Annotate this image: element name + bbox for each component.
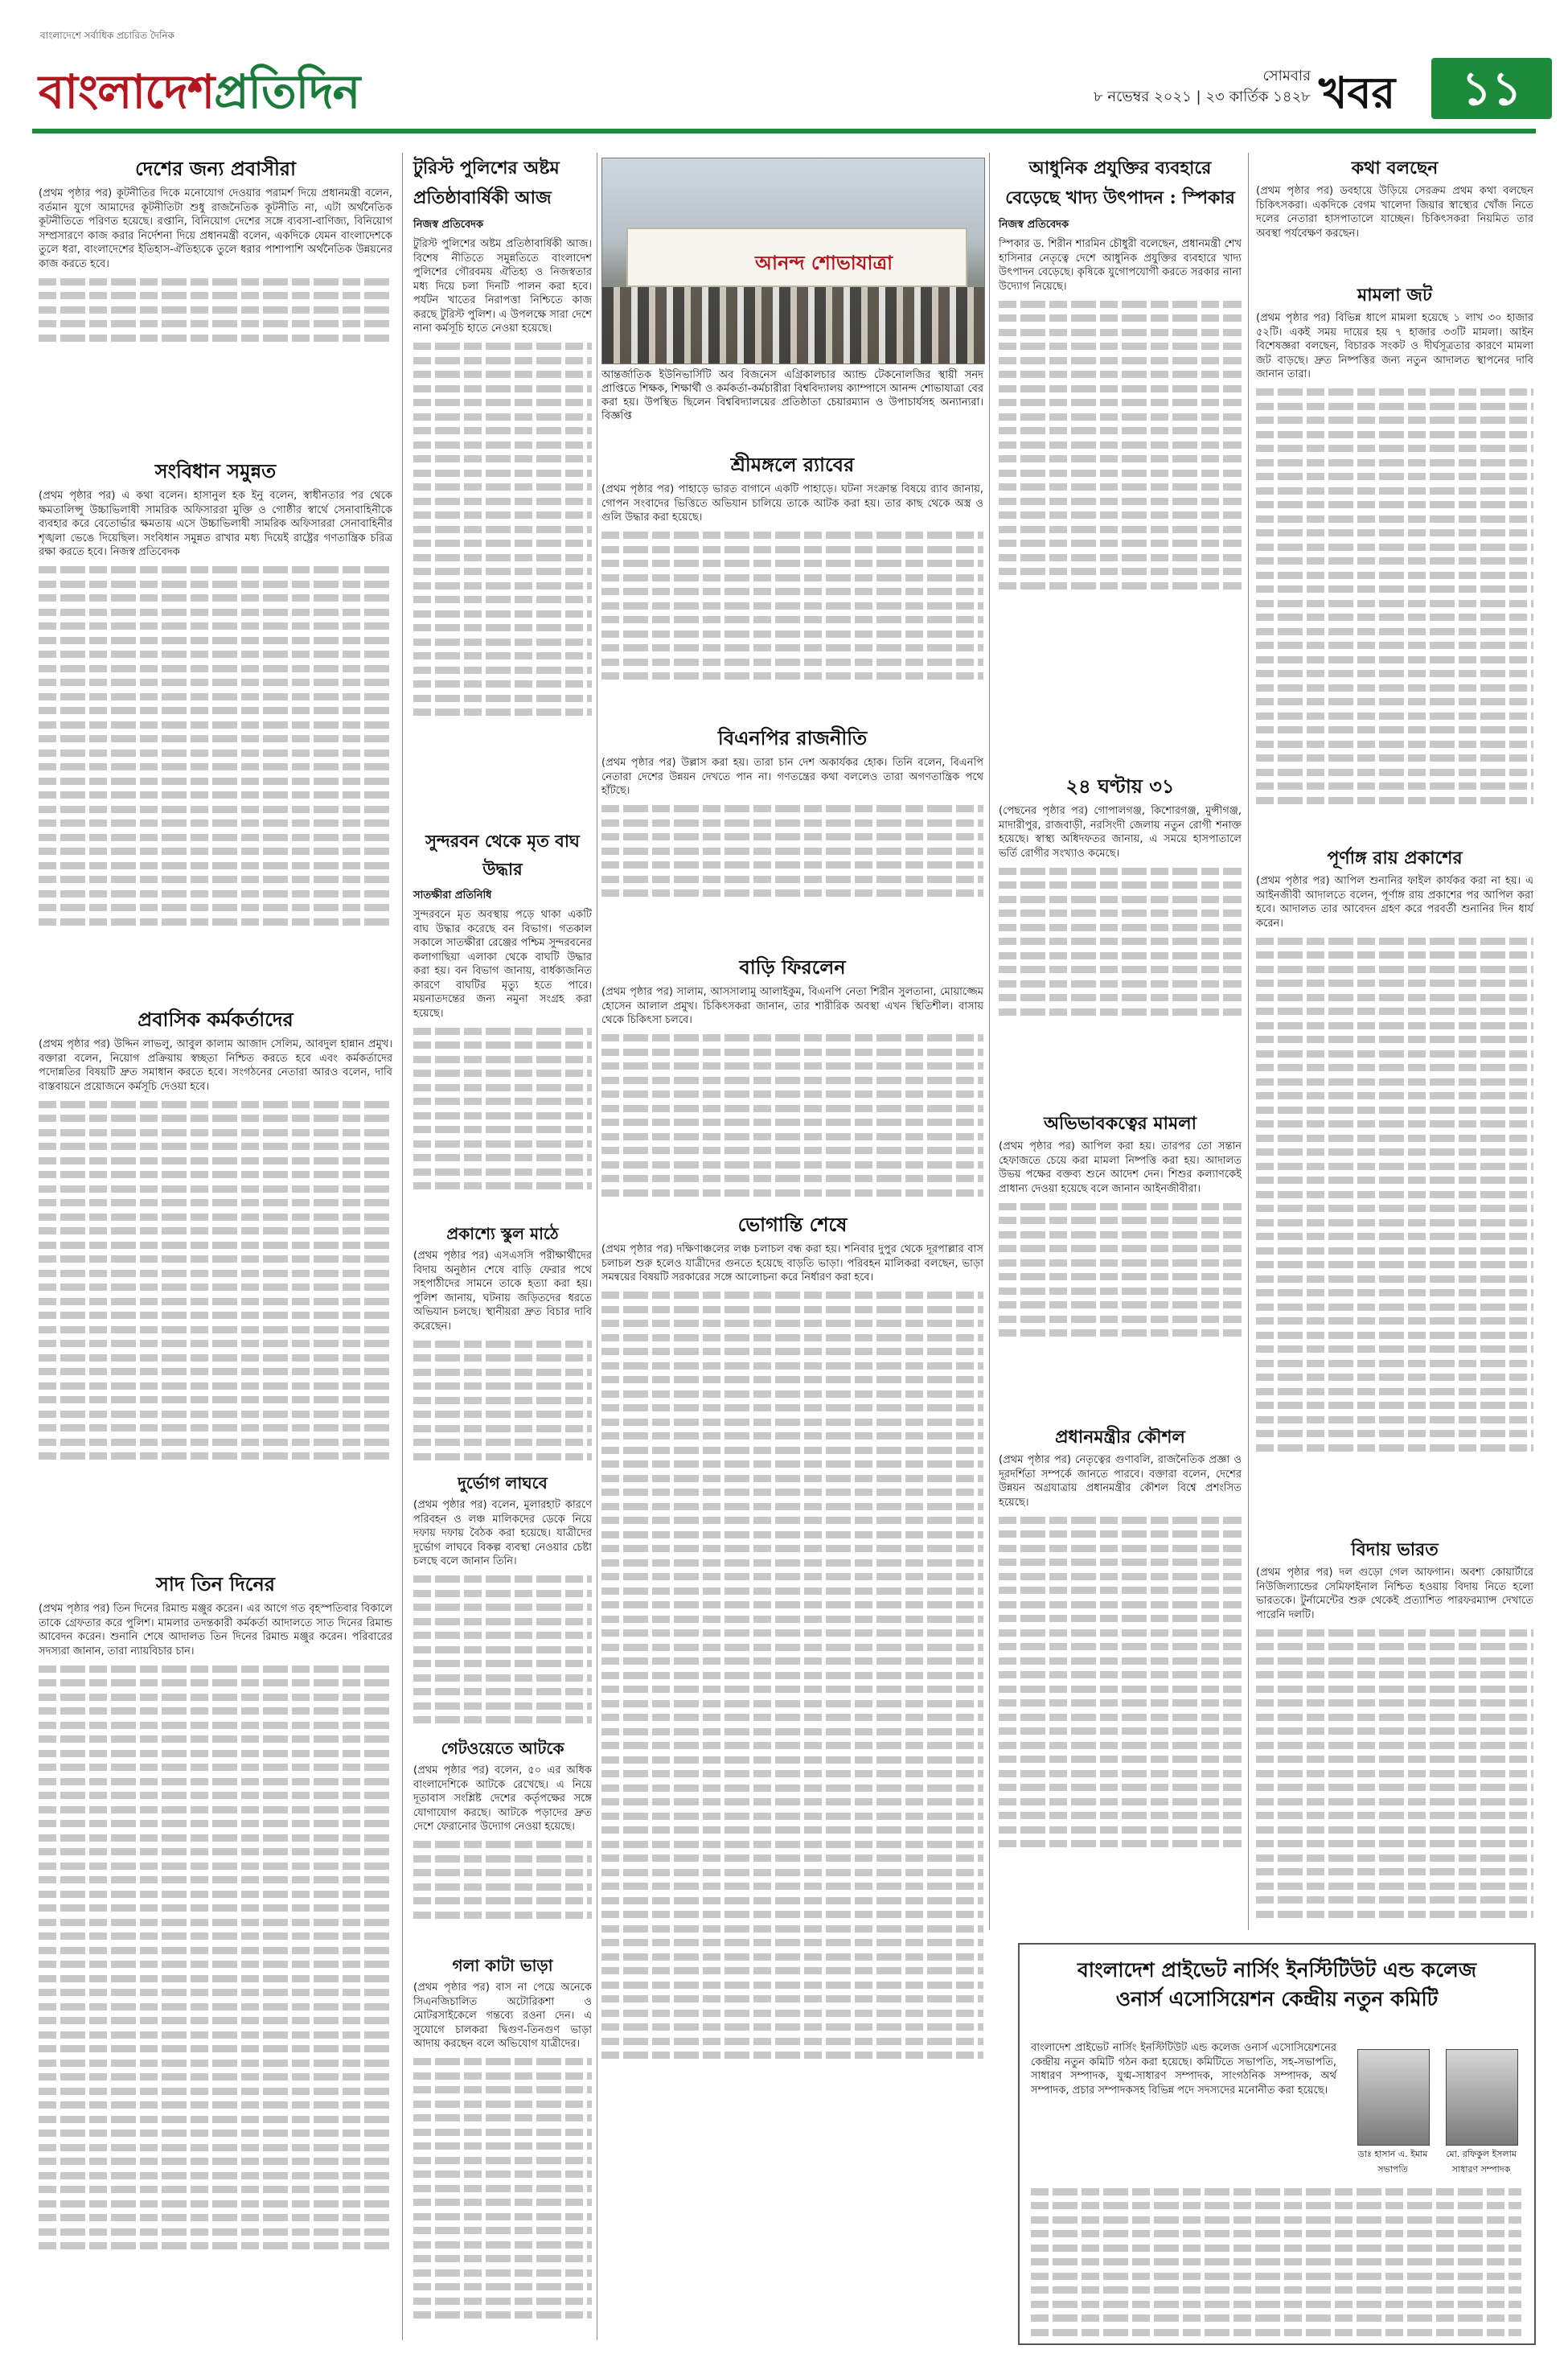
headline: বাড়ি ফিরলেন bbox=[739, 955, 846, 979]
headline: টুরিস্ট পুলিশের অষ্টম প্রতিষ্ঠাবার্ষিকী আজ bbox=[413, 158, 560, 208]
headline: বিএনপির রাজনীতি bbox=[717, 726, 868, 750]
headline: সুন্দরবন থেকে মৃত বাঘ উদ্ধার bbox=[425, 831, 580, 879]
article-continuation bbox=[601, 805, 983, 897]
headline: দেশের জন্য প্রবাসীরা bbox=[135, 157, 296, 180]
article-mamla-jot bbox=[1256, 281, 1533, 811]
news-photo bbox=[601, 158, 985, 364]
headline: অভিভাবকত্বের মামলা bbox=[1044, 1113, 1197, 1134]
article-body: (প্রথম পৃষ্ঠার পর) বলেন, ৫০ এর অধিক বাংলাদেশিকে আটকে রেখেছে। এ নিয়ে দূতাবাস সংশ্লিষ্ট দেশের কর্তৃপক্ষের সঙ্গে যোগাযোগ করছে। আটকে পড়াদের দ্রুত দেশে ফেরানোর উদ্যোগ নেওয়া হয়েছে। bbox=[413, 1764, 592, 1833]
page-number: ১১ bbox=[1431, 58, 1552, 119]
announcement-title-line2: ওনার্স এসোসিয়েশন কেন্দ্রীয় নতুন কমিটি bbox=[1115, 1987, 1439, 2011]
headline: গেটওয়েতে আটকে bbox=[441, 1739, 564, 1758]
article-continuation bbox=[999, 868, 1242, 1016]
brand-part1: বাংলাদেশ bbox=[39, 64, 215, 119]
announcement-member-list bbox=[1031, 2181, 1521, 2343]
article-purnango bbox=[1256, 844, 1533, 1458]
headline: ২৪ ঘণ্টায় ৩১ bbox=[1065, 774, 1175, 798]
article-continuation bbox=[1256, 1629, 1533, 1918]
article-continuation bbox=[413, 343, 592, 716]
headline: প্রবাসিক কর্মকর্তাদের bbox=[138, 1008, 293, 1031]
article-continuation bbox=[39, 566, 392, 926]
article-continuation bbox=[999, 1203, 1242, 1337]
article-continuation bbox=[413, 1028, 592, 1190]
article-bari-firlen bbox=[601, 953, 983, 1203]
headline: প্রধানমন্ত্রীর কৌশল bbox=[1055, 1427, 1185, 1448]
brand-part2: প্রতিদিন bbox=[214, 64, 360, 119]
headline: মামলা জট bbox=[1357, 285, 1432, 306]
person2-role: সাধারণ সম্পাদক bbox=[1451, 2164, 1511, 2175]
article-body: (প্রথম পৃষ্ঠার পর) এ কথা বলেন। হাসানুল হক ইনু বলেন, স্বাধীনতার পর থেকে ক্ষমতালিপ্সু উচ্চাভিলাষী সামরিক অফিসাররা মুক্তি ও গোষ্ঠীর স্বার্থে সেনাবাহিনীকে ব্যবহার করে বেতোর্ভার ক্ষমতায় এসে উচ্চাভিলাষী সামরিক অফিসাররা সেনাবাহিনীর শৃঙ্খলা ভেঙে দিয়েছিল। সংবিধান সমুন্নত রাখার মধ্য দিয়েই রাষ্ট্রের গণতান্ত্রিক চরিত্র রক্ষা করতে হবে। নিজস্ব প্রতিবেদক bbox=[39, 490, 392, 558]
byline: নিজস্ব প্রতিবেদক bbox=[999, 219, 1069, 231]
weekday: সোমবার bbox=[1262, 68, 1311, 84]
headline: সাদ তিন দিনের bbox=[156, 1572, 275, 1596]
article-continuation bbox=[999, 301, 1242, 589]
article-biday-bharat bbox=[1256, 1536, 1533, 1924]
article-body: (প্রথম পৃষ্ঠার পর) তিন দিনের রিমান্ড মঞ্জুর করেন। এর আগে গত বৃহস্পতিবার বিকালে তাকে গ্রেফতার করে পুলিশ। মামলার তদন্তকারী কর্মকর্তা আদালতে সাত দিনের রিমান্ড আবেদন করেন। শুনানি শেষে আদালত তিন দিনের রিমান্ড মঞ্জুর করেন। পরিবারের সদস্যরা জানান, তারা ন্যায়বিচার চান। bbox=[39, 1603, 392, 1657]
article-pm-strategy bbox=[999, 1423, 1242, 1854]
article-continuation bbox=[413, 1841, 592, 1919]
article-body: (প্রথম পৃষ্ঠার পর) কূটনীতির দিকে মনোযোগ দেওয়ার পরামর্শ দিয়ে প্রধানমন্ত্রী বলেন, বর্তমান যুগে আমাদের কূটনীতিটা শুধু রাজনৈতিক কূটনীতি না, এটা অর্থনৈতিক কূটনীতিতে পরিণত হয়েছে। রপ্তানি, বিনিয়োগ দেশের সঙ্গে ব্যবসা-বাণিজ্য, বিনিয়োগ সম্প্রসারণে কাজ করার নির্দেশনা দিয়ে প্রধানমন্ত্রী বলেন, একদিকে যেমন বাংলাদেশকে তুলে ধরা, বাংলাদেশের ইতিহাস-ঐতিহ্যকে তুলে ধরার পাশাপাশি অর্থনৈতিক উন্নয়নের কাজ করতে হবে। bbox=[39, 187, 392, 270]
article-saad bbox=[39, 1570, 392, 2257]
photo-caption: আন্তর্জাতিক ইউনিভার্সিটি অব বিজনেস এগ্রিকালচার অ্যান্ড টেকনোলজির স্থায়ী সনদ প্রাপ্তিতে শিক্ষক, শিক্ষার্থী ও কর্মকর্তা-কর্মচারীরা বিশ্ববিদ্যালয় ক্যাম্পাসে আনন্দ শোভাযাত্রা বের করা হয়। উপস্থিত ছিলেন বিশ্ববিদ্যালয়ের প্রতিষ্ঠাতা চেয়ারম্যান ও উপাচার্যসহ অন্যান্যরা। বিজ্ঞপ্তি bbox=[601, 369, 983, 422]
article-body: সুন্দরবনে মৃত অবস্থায় পড়ে থাকা একটি বাঘ উদ্ধার করেছে বন বিভাগ। গতকাল সকালে সাতক্ষীরা রেঞ্জের পশ্চিম সুন্দরবনের কলাগাছিয়া এলাকা থেকে বাঘটি উদ্ধার করা হয়। বন বিভাগ জানায়, বার্ধক্যজনিত কারণে বাঘটির মৃত্যু হতে পারে। ময়নাতদন্তের জন্য নমুনা সংগ্রহ করা হয়েছে। bbox=[413, 909, 592, 1020]
brand-logo bbox=[39, 56, 359, 134]
person2-caption bbox=[1437, 2147, 1525, 2178]
person1-photo bbox=[1357, 2049, 1430, 2146]
column-rule bbox=[1248, 153, 1249, 1930]
article-sreemangal bbox=[601, 450, 983, 687]
article-body: (প্রথম পৃষ্ঠার পর) উদ্দিন লাভলু, আবুল কালাম আজাদ সেলিম, আবদুল হান্নান প্রমুখ। বক্তারা বলেন, নিয়োগ প্রক্রিয়ায় স্বচ্ছতা নিশ্চিত করতে হবে এবং কর্মকর্তাদের পদোন্নতির বিষয়টি দ্রুত সমাধান করতে হবে। সংগঠনের নেতারা আরও বলেন, দাবি বাস্তবায়নে প্রয়োজনে কর্মসূচি দেওয়া হবে। bbox=[39, 1038, 392, 1093]
section-name: খবর bbox=[1319, 68, 1396, 118]
announcement-title-line1: বাংলাদেশ প্রাইভেট নার্সিং ইনস্টিটিউট এন্ড কলেজ bbox=[1077, 1958, 1477, 1982]
article-continuation bbox=[413, 1341, 592, 1460]
headline: ভোগান্তি শেষে bbox=[737, 1213, 848, 1236]
article-body: (প্রথম পৃষ্ঠার পর) আপিল শুনানির ফাইল কার্যকর করা না হয়। এ আইনজীবী আদালতে বলেন, পূর্ণাঙ্গ রায় প্রকাশের পর আপিল করা হবে। আদালত তার আবেদন গ্রহণ করে পরবর্তী শুনানির দিন ধার্য করেন। bbox=[1256, 875, 1533, 930]
article-24-hours bbox=[999, 772, 1242, 1022]
article-sambidhan bbox=[39, 457, 392, 932]
dateline bbox=[1086, 66, 1311, 108]
article-vogan bbox=[601, 1210, 983, 2066]
tagline: বাংলাদেশে সর্বাধিক প্রচারিত দৈনিক bbox=[40, 30, 174, 41]
article-continuation bbox=[39, 278, 392, 342]
article-continuation bbox=[601, 532, 983, 680]
byline: সাতক্ষীরা প্রতিনিধি bbox=[413, 889, 492, 902]
article-sundarban bbox=[413, 828, 592, 1197]
article-continuation bbox=[601, 1292, 983, 2059]
headline: প্রকাশ্যে স্কুল মাঠে bbox=[446, 1224, 559, 1243]
article-continuation bbox=[413, 1575, 592, 1723]
article-gola-kata bbox=[413, 1954, 592, 2326]
headline: কথা বলছেন bbox=[1351, 158, 1439, 179]
article-body: (প্রথম পৃষ্ঠার পর) এসএসসি পরীক্ষার্থীদের বিদায় অনুষ্ঠান শেষে বাড়ি ফেরার পথে সহপাঠীদের সামনে তাকে হত্যা করা হয়। পুলিশ জানায়, ঘটনায় জড়িতদের ধরতে অভিযান চলছে। স্থানীয়রা দ্রুত বিচার দাবি করেছেন। bbox=[413, 1250, 592, 1333]
article-body: (প্রথম পৃষ্ঠার পর) বিভিন্ন ধাপে মামলা হয়েছে ১ লাখ ৩০ হাজার ৫২টি। একই সময় দায়ের হয় ৭ হাজার ৩৩টি মামলা। আইন বিশেষজ্ঞরা বলছেন, বিচারক সংকট ও দীর্ঘসূত্রতার কারণে মামলা জট বাড়ছে। দ্রুত নিষ্পত্তির জন্য নতুন আদালত স্থাপনের দাবি জানান তারা। bbox=[1256, 312, 1533, 380]
masthead bbox=[0, 0, 1568, 145]
article-body: (প্রথম পৃষ্ঠার পর) দল গুড়ো গেল আফগান। অবশ্য কোয়ার্টারে নিউজিল্যান্ডের সেমিফাইনাল নিশ্চিত হওয়ায় বিদায় নিতে হলো ভারতকে। টুর্নামেন্টের শুরু থেকেই প্রত্যাশিত পারফরম্যান্স দেখাতে পারেনি দলটি। bbox=[1256, 1567, 1533, 1621]
photo-crowd bbox=[602, 287, 984, 363]
headline: গলা কাটা ভাড়া bbox=[452, 1956, 553, 1975]
article-kotha bbox=[1256, 154, 1533, 240]
masthead-rule bbox=[32, 129, 1536, 133]
article-body: (প্রথম পৃষ্ঠার পর) পাহাড়ে ভারত বাগানে একটি পাহাড়ে। ঘটনা সংক্রান্ত বিষয়ে র‍্যাব জানায়, গোপন সংবাদের ভিত্তিতে অভিযান চালিয়ে তাকে আটক করা হয়। তার কাছ থেকে অস্ত্র ও গুলি উদ্ধার করা হয়েছে। bbox=[601, 483, 983, 524]
headline: বিদায় ভারত bbox=[1351, 1539, 1439, 1560]
article-continuation bbox=[1256, 938, 1533, 1452]
article-speaker bbox=[999, 154, 1242, 596]
article-body: স্পিকার ড. শিরীন শারমিন চৌধুরী বলেছেন, প্রধানমন্ত্রী শেখ হাসিনার নেতৃত্বে দেশে আধুনিক প্রযুক্তির ব্যবহারে খাদ্য উৎপাদন বেড়েছে। কৃষিকে যুগোপযোগী করতে সরকার নানা উদ্যোগ নিয়েছে। bbox=[999, 238, 1242, 293]
article-body: (পেছনের পৃষ্ঠার পর) গোপালগঞ্জ, কিশোরগঞ্জ, মুন্সীগঞ্জ, মাদারীপুর, রাজবাড়ী, নরসিংদী জেলায় নতুন রোগী শনাক্ত হয়েছে। স্বাস্থ্য অধিদফতর জানায়, এ সময়ে হাসপাতালে ভর্তি রোগীর সংখ্যাও কমেছে। bbox=[999, 805, 1242, 860]
headline: সংবিধান সমুন্নত bbox=[154, 459, 277, 483]
article-body: (প্রথম পৃষ্ঠার পর) সালাম, আসসালামু আলাইকুম, বিএনপি নেতা শিরীন সুলতানা, মোয়াজ্জেম হোসেন আলাল প্রমুখ। চিকিৎসকরা জানান, তার শারীরিক অবস্থা এখন স্থিতিশীল। বাসায় থেকে চিকিৎসা চলবে। bbox=[601, 986, 983, 1026]
column-rule bbox=[989, 153, 990, 1930]
announcement-body: বাংলাদেশ প্রাইভেট নার্সিং ইনস্টিটিউট এন্ড কলেজ ওনার্স এসোসিয়েশনের কেন্দ্রীয় নতুন কমিটি গঠন করা হয়েছে। কমিটিতে সভাপতি, সহ-সভাপতি, সাধারণ সম্পাদক, যুগ্ম-সাধারণ সম্পাদক, সাংগঠনিক সম্পাদক, অর্থ সম্পাদক, প্রচার সম্পাদকসহ বিভিন্ন পদে সদস্যদের মনোনীত করা হয়েছে। bbox=[1031, 2042, 1336, 2097]
article-body: (প্রথম পৃষ্ঠার পর) বাস না পেয়ে অনেকে সিএনজিচালিত অটোরিকশা ও মোটরসাইকেলে গন্তব্যে রওনা দেন। এ সুযোগে চালকরা দ্বিগুণ-তিনগুণ ভাড়া আদায় করছেন বলে অভিযোগ যাত্রীদের। bbox=[413, 1982, 592, 2050]
article-guardianship bbox=[999, 1110, 1242, 1344]
column-rule bbox=[402, 153, 403, 2340]
photo-banner-text: আনন্দ শোভাযাত্রা bbox=[755, 252, 893, 274]
headline: দুর্ভোগ লাঘবে bbox=[458, 1473, 548, 1493]
article-body: (প্রথম পৃষ্ঠার পর) নেতৃত্বের গুণাবলি, রাজনৈতিক প্রজ্ঞা ও দূরদর্শিতা সম্পর্কে জানতে পারবে। বক্তারা বলেন, দেশের উন্নয়ন অগ্রযাত্রায় প্রধানমন্ত্রীর কৌশল বিশ্বে প্রশংসিত হয়েছে। bbox=[999, 1454, 1242, 1509]
article-gateway bbox=[413, 1737, 592, 1925]
article-body: (প্রথম পৃষ্ঠার পর) দক্ষিণাঞ্চলের লঞ্চ চলাচল বন্ধ করা হয়। শনিবার দুপুর থেকে দূরপাল্লার বাস চলাচল শুরু হলেও যাত্রীদের গুনতে হয়েছে বাড়তি ভাড়া। পরিবহন মালিকরা বলছেন, ভাড়া সমন্বয়ের বিষয়টি সরকারের সঙ্গে আলোচনা করে নির্ধারণ করা হবে। bbox=[601, 1243, 983, 1284]
person2-photo bbox=[1446, 2049, 1518, 2146]
article-continuation bbox=[601, 1034, 983, 1197]
article-body: (প্রথম পৃষ্ঠার পর) ডবহায়ে উড়িয়ে সেরক্রম প্রথম কথা বলছেন চিকিৎসকরা। একদিকে বেগম খালেদা জিয়ার স্বাস্থ্যের খোঁজ নিতে দলের নেতারা হাসপাতালে যাচ্ছেন। চিকিৎসকরা নিয়মিত তার অবস্থা পর্যবেক্ষণ করছেন। bbox=[1256, 185, 1533, 240]
person1-caption bbox=[1348, 2147, 1437, 2178]
byline: নিজস্ব প্রতিবেদক bbox=[413, 219, 484, 231]
announcement-box bbox=[1018, 1943, 1536, 2345]
article-continuation bbox=[413, 2058, 592, 2319]
article-body: (প্রথম পৃষ্ঠার পর) উল্লাস করা হয়। তারা চান দেশ অকার্যকর হোক। তিনি বলেন, বিএনপি নেতারা দেশের উন্নয়ন দেখতে পান না। গণতন্ত্রের কথা বললেও তারা অগণতান্ত্রিক পথে হাঁটছে। bbox=[601, 757, 983, 797]
article-body: টুরিস্ট পুলিশের অষ্টম প্রতিষ্ঠাবার্ষিকী আজ। বিশেষ নীতিতে সমুন্নতিতে বাংলাদেশ পুলিশের গৌরবময় ঐতিহ্য ও নিজস্বতার মধ্য দিয়ে চলা দিনটি পালন করা হবে। পর্যটন খাতের নিরাপত্তা নিশ্চিতে কাজ করছে টুরিস্ট পুলিশ। এ উপলক্ষে সারা দেশে নানা কর্মসূচি হাতে নেওয়া হয়েছে। bbox=[413, 238, 592, 335]
headline: আধুনিক প্রযুক্তির ব্যবহারে বেড়েছে খাদ্য উৎপাদন : স্পিকার bbox=[1005, 158, 1235, 208]
article-continuation bbox=[999, 1517, 1242, 1848]
article-school bbox=[413, 1222, 592, 1467]
announcement-title bbox=[1020, 1956, 1534, 2014]
article-tourist-police bbox=[413, 154, 592, 723]
article-body: (প্রথম পৃষ্ঠার পর) আপিল করা হয়। তারপর তো সন্তান হেফাজতে চেয়ে করা মামলা নিষ্পত্তি করা হয়। আদালত উভয় পক্ষের বক্তব্য শুনে আদেশ দেন। শিশুর কল্যাণকেই প্রাধান্য দেওয়া হয়েছে বলে জানান আইনজীবীরা। bbox=[999, 1140, 1242, 1195]
article-probasik bbox=[39, 1005, 392, 1467]
article-probashi bbox=[39, 154, 392, 348]
article-continuation bbox=[1256, 388, 1533, 804]
article-bnp bbox=[601, 724, 983, 904]
person1-name: ডাঃ হাসান এ. ইমাম bbox=[1357, 2149, 1428, 2159]
person1-role: সভাপতি bbox=[1377, 2164, 1408, 2175]
article-durbhog bbox=[413, 1472, 592, 1731]
article-continuation bbox=[39, 1101, 392, 1460]
date: ৮ নভেম্বর ২০২১ | ২৩ কার্তিক ১৪২৮ bbox=[1094, 88, 1311, 105]
article-body: (প্রথম পৃষ্ঠার পর) বলেন, মুলারহাট কারণে পরিবহন ও লঞ্চ মালিকদের ডেকে নিয়ে দফায় দফায় বৈঠক করা হয়েছে। যাত্রীদের দুর্ভোগ লাঘবে বিকল্প ব্যবস্থা নেওয়ার চেষ্টা চলছে বলে জানান তিনি। bbox=[413, 1499, 592, 1567]
headline: শ্রীমঙ্গলে র‍্যাবের bbox=[730, 453, 855, 476]
article-continuation bbox=[39, 1665, 392, 2250]
person2-name: মো. রফিকুল ইসলাম bbox=[1446, 2149, 1517, 2159]
headline: পূর্ণাঙ্গ রায় প্রকাশের bbox=[1327, 848, 1463, 869]
